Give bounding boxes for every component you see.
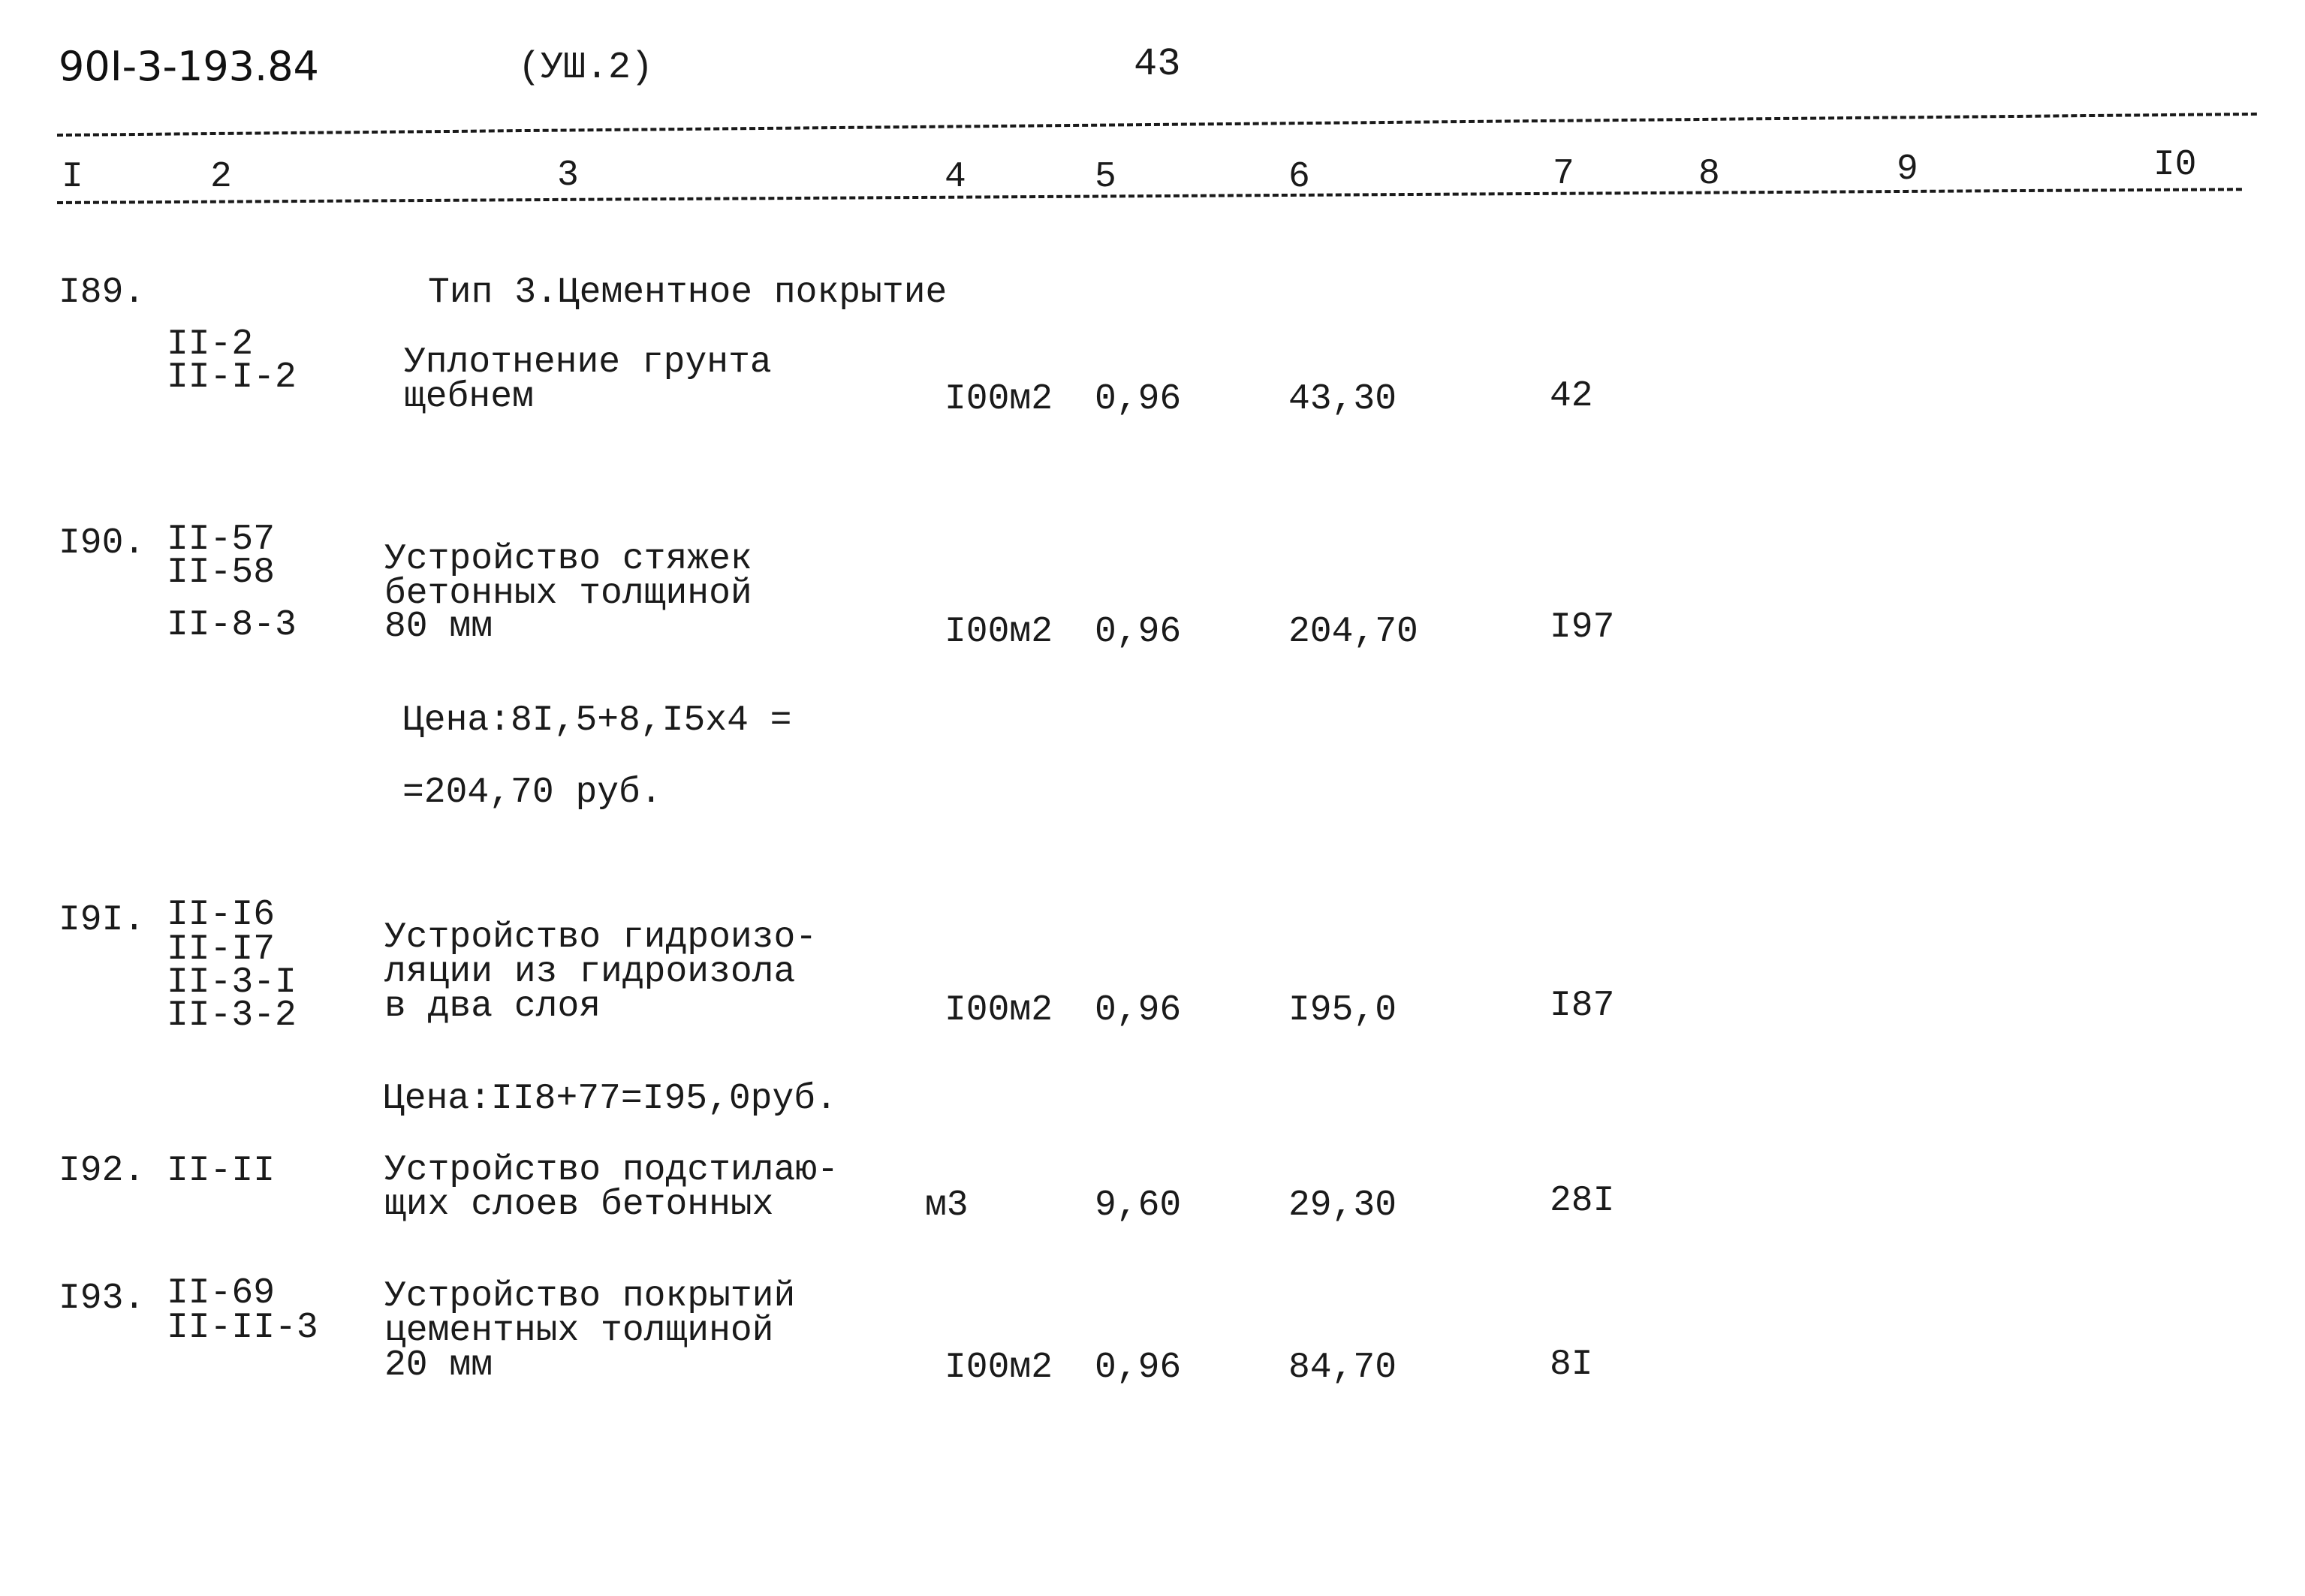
row-189-code-1: II-2 <box>167 324 254 365</box>
row-192-code-1: II-II <box>167 1151 276 1191</box>
row-190-total: I97 <box>1550 607 1615 648</box>
row-191-quantity: 0,96 <box>1095 990 1182 1031</box>
row-191-unit: I00м2 <box>945 990 1053 1031</box>
section-mark: (УШ.2) <box>518 47 654 89</box>
row-189-quantity: 0,96 <box>1095 379 1182 420</box>
row-193-desc-2: цементных толщиной <box>384 1311 774 1351</box>
row-192-price: 29,30 <box>1288 1185 1397 1226</box>
header-rule-bottom <box>57 188 2242 204</box>
row-193-desc-1: Устройство покрытий <box>384 1276 796 1317</box>
column-header-1: I <box>62 157 83 197</box>
row-191-desc-1: Устройство гидроизо- <box>384 917 818 958</box>
row-191-total: I87 <box>1550 986 1615 1026</box>
row-190-code-2: II-58 <box>167 553 276 593</box>
row-191-price: I95,0 <box>1288 990 1397 1031</box>
row-189-desc-1: Уплотнение грунта <box>404 342 772 383</box>
row-190-code-3: II-8-3 <box>167 605 297 646</box>
row-191-desc-2: ляции из гидроизола <box>384 952 796 992</box>
row-190-number: I90. <box>59 523 146 564</box>
row-190-price: 204,70 <box>1288 612 1418 652</box>
column-header-5: 5 <box>1095 157 1116 197</box>
row-193-unit: I00м2 <box>945 1348 1053 1388</box>
row-191-price-note: Цена:II8+77=I95,0руб. <box>383 1079 837 1119</box>
row-191-code-2: II-I7 <box>167 929 276 970</box>
column-header-4: 4 <box>945 157 966 197</box>
row-192-number: I92. <box>59 1151 146 1191</box>
row-190-desc-3: 80 мм <box>384 607 493 647</box>
row-190-desc-1: Устройство стяжек <box>384 539 752 580</box>
row-193-total: 8I <box>1550 1345 1593 1385</box>
row-191-number: I9I. <box>59 900 146 941</box>
row-193-code-1: II-69 <box>167 1273 276 1314</box>
row-190-desc-2: бетонных толщиной <box>384 574 752 614</box>
row-193-price: 84,70 <box>1288 1348 1397 1388</box>
row-193-number: I93. <box>59 1278 146 1319</box>
row-191-code-3: II-3-I <box>167 962 297 1003</box>
row-190-price-note-2: =204,70 руб. <box>402 772 662 813</box>
document-code: 90I-3-193.84 <box>59 43 319 90</box>
row-193-code-2: II-II-3 <box>167 1308 318 1348</box>
row-191-code-4: II-3-2 <box>167 995 297 1036</box>
row-189-number: I89. <box>59 273 146 313</box>
column-header-3: 3 <box>557 155 579 196</box>
row-192-unit: м3 <box>925 1185 969 1226</box>
column-header-8: 8 <box>1698 154 1720 194</box>
row-190-price-note-1: Цена:8I,5+8,I5х4 = <box>402 700 792 741</box>
row-193-desc-3: 20 мм <box>384 1345 493 1386</box>
row-192-desc-2: щих слоев бетонных <box>384 1185 774 1225</box>
column-header-2: 2 <box>210 157 232 197</box>
row-190-code-1: II-57 <box>167 519 276 560</box>
row-190-unit: I00м2 <box>945 612 1053 652</box>
row-192-total: 28I <box>1550 1181 1615 1221</box>
header-rule-top <box>57 113 2257 137</box>
row-192-quantity: 9,60 <box>1095 1185 1182 1226</box>
row-189-total: 42 <box>1550 376 1593 417</box>
row-191-desc-3: в два слоя <box>384 986 601 1027</box>
column-header-6: 6 <box>1288 157 1310 197</box>
row-189-code-2: II-I-2 <box>167 357 297 398</box>
row-192-desc-1: Устройство подстилаю- <box>384 1150 839 1191</box>
page-number: 43 <box>1134 42 1181 86</box>
row-191-code-1: II-I6 <box>167 895 276 935</box>
column-header-10: I0 <box>2153 145 2197 185</box>
row-189-unit: I00м2 <box>945 379 1053 420</box>
row-189-desc-2: щебнем <box>404 377 534 417</box>
column-header-7: 7 <box>1553 154 1574 194</box>
row-189-heading: Тип 3.Цементное покрытие <box>428 273 948 313</box>
row-189-price: 43,30 <box>1288 379 1397 420</box>
row-190-quantity: 0,96 <box>1095 612 1182 652</box>
row-193-quantity: 0,96 <box>1095 1348 1182 1388</box>
column-header-9: 9 <box>1897 149 1918 190</box>
